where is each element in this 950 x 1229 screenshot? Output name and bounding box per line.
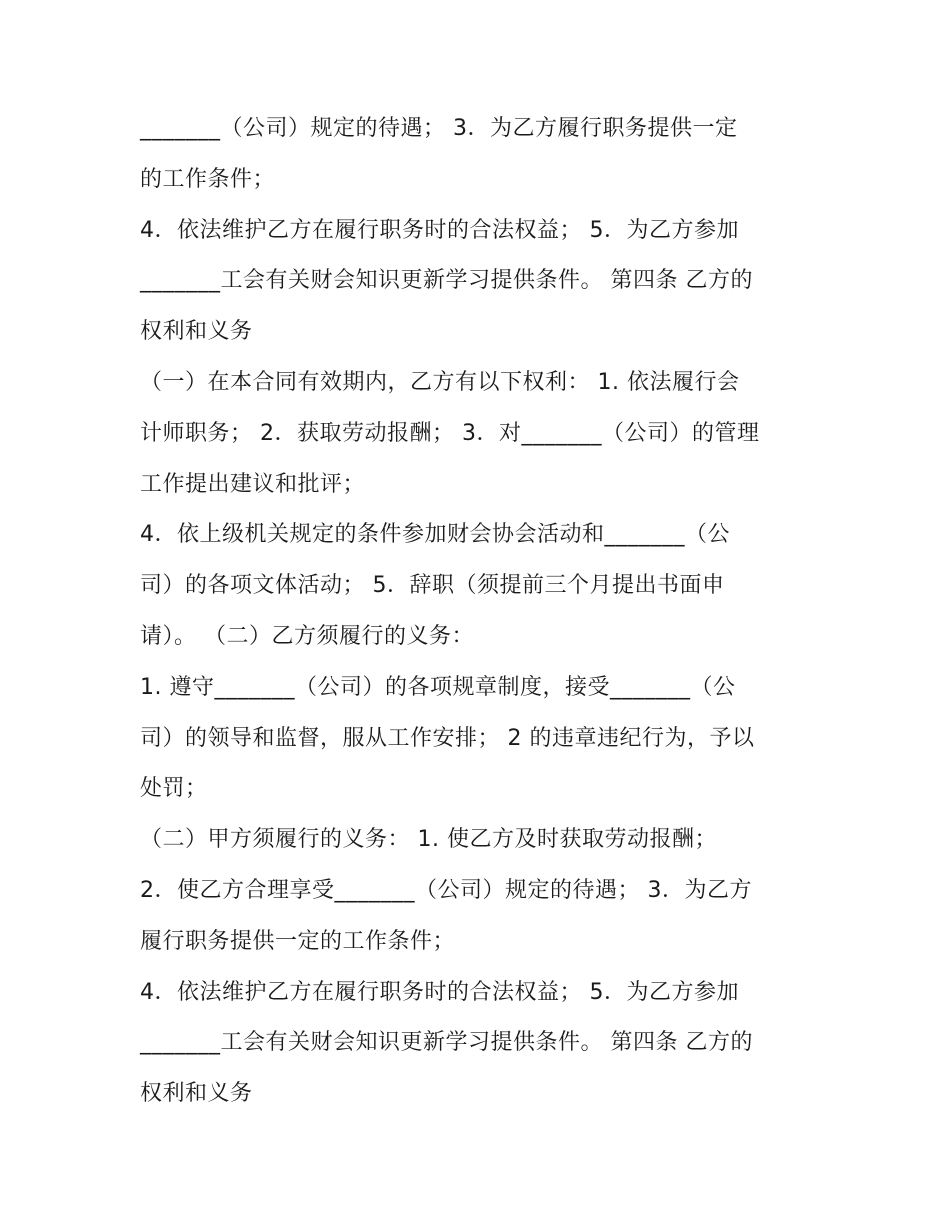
- text-line: 2．使乙方合理享受_______（公司）规定的待遇； 3．为乙方: [140, 877, 752, 903]
- text-line: 履行职务提供一定的工作条件；: [140, 928, 456, 954]
- text-line: 的工作条件；: [140, 166, 276, 192]
- text-line: （二）甲方须履行的义务： 1. 使乙方及时获取劳动报酬；: [140, 827, 717, 853]
- text-line: （一）在本合同有效期内，乙方有以下权利： 1. 依法履行会: [140, 369, 740, 395]
- text-line: 权利和义务: [140, 1081, 253, 1107]
- text-line: 请）。 （二）乙方须履行的义务：: [140, 623, 474, 649]
- text-line: 4．依法维护乙方在履行职务时的合法权益； 5．为乙方参加: [140, 979, 739, 1005]
- text-line: 处罚；: [140, 776, 208, 802]
- document-body: [140, 104, 820, 1120]
- text-line: 工作提出建议和批评；: [140, 471, 366, 497]
- text-line: 司）的领导和监督，服从工作安排； 2 的违章违纪行为，予以: [140, 725, 755, 751]
- text-line: 1. 遵守_______（公司）的各项规章制度，接受_______（公: [140, 674, 736, 700]
- text-line: _______工会有关财会知识更新学习提供条件。 第四条 乙方的: [140, 1030, 753, 1056]
- text-line: 4．依法维护乙方在履行职务时的合法权益； 5．为乙方参加: [140, 217, 739, 243]
- text-line: 4．依上级机关规定的条件参加财会协会活动和_______（公: [140, 522, 730, 548]
- text-line: 司）的各项文体活动； 5．辞职（须提前三个月提出书面申: [140, 573, 725, 599]
- text-line: _______工会有关财会知识更新学习提供条件。 第四条 乙方的: [140, 268, 753, 294]
- text-line: 权利和义务: [140, 319, 253, 345]
- text-line: 计师职务； 2．获取劳动报酬； 3．对_______（公司）的管理: [140, 420, 760, 446]
- text-line: _______（公司）规定的待遇； 3．为乙方履行职务提供一定: [140, 116, 738, 141]
